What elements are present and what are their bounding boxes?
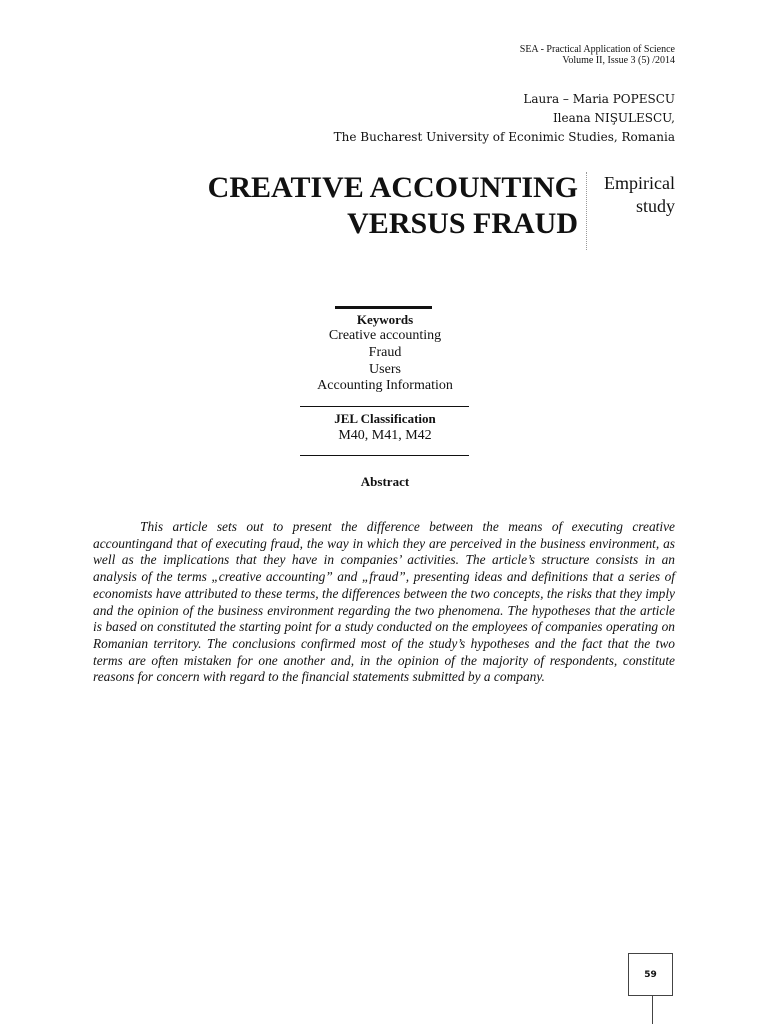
paper-title: [208, 170, 578, 242]
journal-header: [520, 44, 675, 66]
author-affiliation: The Bucharest University of Econimic Studies, Romania: [333, 130, 675, 144]
journal-issue: Volume II, Issue 3 (5) /2014: [562, 55, 675, 66]
author-name: Laura – Maria POPESCU: [523, 92, 675, 106]
keyword-list: [300, 328, 470, 395]
keyword-item: Users: [369, 361, 401, 377]
study-type-line: study: [635, 196, 675, 216]
jel-top-rule: [300, 406, 469, 407]
jel-bottom-rule: [300, 455, 469, 456]
journal-name: SEA - Practical Application of Science: [519, 44, 675, 55]
paper-title-line: VERSUS FRAUD: [347, 207, 578, 240]
abstract-text: This article sets out to present the difference between the means of executing creative accountingand that of executing fraud, the way in which they are perceived in the business environment, as well as the implications that they have in companies’ activities. The article’s structure consists in an analysis of the terms „creative accounting” and „fraud”, presenting ideas and definitions that a series of economists have attributed to these terms, the differences between the two concepts, the risks that they imply and the opinion of the business environment regarding the two phenomena. The hypotheses that the article is based on constituted the starting point for a study conducted on the employees of companies operating on Romanian territory. The conclusions confirmed most of the study’s hypotheses and the fact that the two terms are often mistaken for one another and, in the opinion of the majority of respondents, constitute reasons for concern with regard to the financial statements submitted by a company.: [93, 519, 675, 685]
page-number: 59: [628, 953, 673, 996]
abstract-heading: Abstract: [360, 474, 410, 489]
jel-heading: JEL Classification: [334, 411, 436, 426]
keywords-top-rule: [335, 306, 432, 309]
paper-title-line: CREATIVE ACCOUNTING: [207, 171, 578, 204]
study-type: [604, 172, 675, 218]
jel-codes: M40, M41, M42: [338, 428, 432, 443]
author-name: Ileana NIŞULESCU,: [552, 111, 675, 125]
author-block: [334, 90, 675, 147]
keyword-item: Creative accounting: [328, 328, 442, 343]
keyword-item: Accounting Information: [317, 378, 453, 394]
keywords-heading: Keywords: [356, 312, 414, 327]
keyword-item: Fraud: [368, 344, 402, 360]
study-type-line: Empirical: [604, 173, 675, 193]
page-number-line: [652, 996, 653, 1024]
title-divider: [586, 172, 587, 250]
